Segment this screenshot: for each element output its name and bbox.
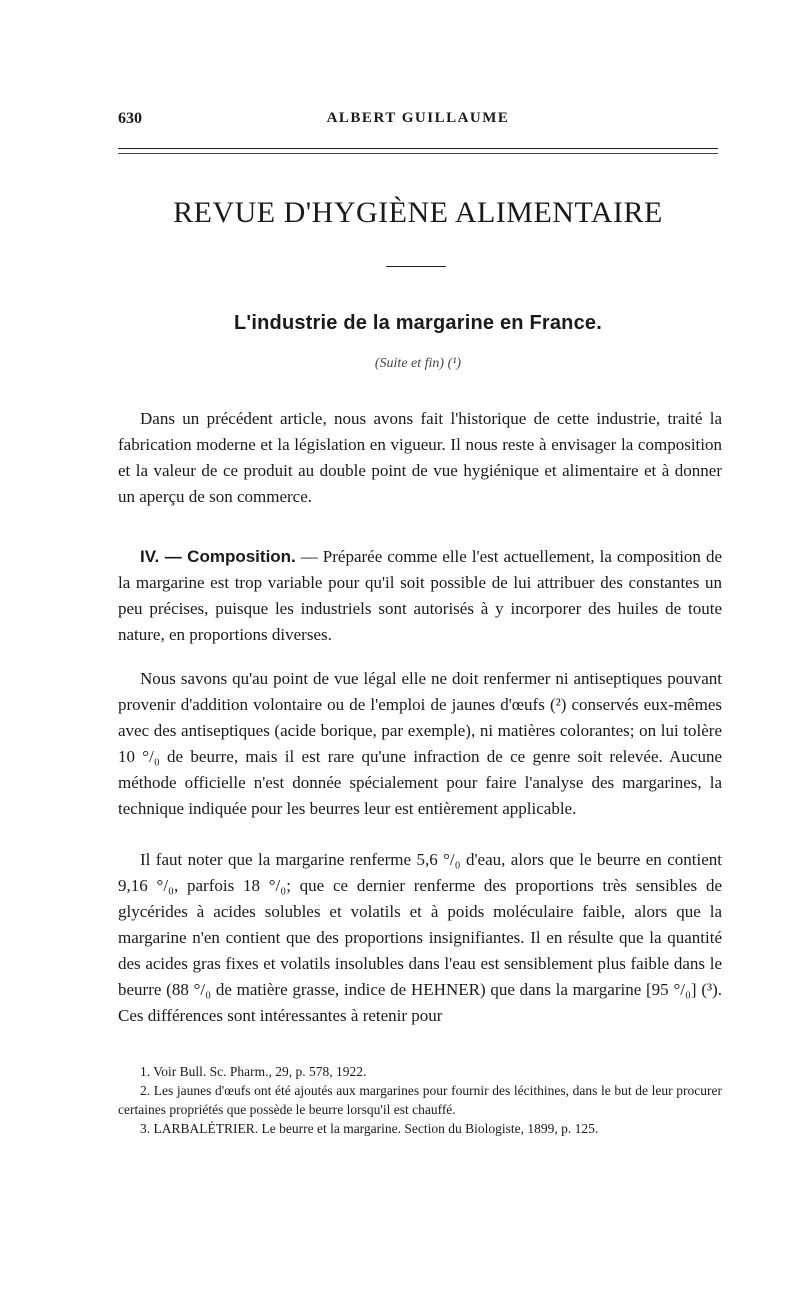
section-title: REVUE D'HYGIÈNE ALIMENTAIRE: [173, 196, 663, 229]
footnotes: [118, 1062, 722, 1138]
footnote-1: 1. Voir Bull. Sc. Pharm., 29, p. 578, 1922.: [140, 1064, 367, 1079]
paragraph-text: [118, 544, 722, 648]
paragraph-legal: [118, 666, 722, 822]
paragraph-text: Dans un précédent article, nous avons fait l'historique de cette industrie, traité la fabrication moderne et la législation en vigueur. Il nous reste à envisager la composition et la valeur de ce produit au double point de vue hygiénique et alimentaire et à donner un aperçu de son commerce.: [118, 409, 722, 506]
header-rule-secondary: [118, 153, 718, 154]
footnote-3: 3. LARBALÉTRIER. Le beurre et la margarine. Section du Biologiste, 1899, p. 125.: [140, 1121, 599, 1136]
paragraph-body: — Préparée comme elle l'est actuellement, la composition de la margarine est trop variable pour qu'il soit possible de lui attribuer des constantes un peu précises, puisque les industriels sont autorisés à y incorporer des huiles de toute nature, en proportions diverses.: [118, 547, 722, 644]
running-head: [118, 110, 718, 132]
article-title: L'industrie de la margarine en France.: [233, 312, 603, 334]
article-subtitle: (Suite et fin) (¹): [374, 356, 462, 371]
running-title: ALBERT GUILLAUME: [326, 110, 510, 126]
paragraph-text: Nous savons qu'au point de vue légal elle ne doit renfermer ni antiseptiques pouvant provenir d'addition volontaire ou de l'emploi de jaunes d'œufs (²) conservés eux-mêmes avec des antiseptiques (acide borique, par exemple), ni matières colorantes; on lui tolère 10 °/₀ de beurre, mais il est rare qu'une infraction de ce genre soit relevée. Aucune méthode officielle n'est donnée spécialement pour faire l'analyse des margarines, la technique indiquée pour les beurres leur est entièrement applicable.: [118, 669, 722, 818]
section-heading: IV. — Composition.: [140, 547, 296, 566]
paragraph-text: Il faut noter que la margarine renferme 5,6 °/₀ d'eau, alors que le beurre en contient 9,16 °/₀, parfois 18 °/₀; que ce dernier renferme des proportions très sensibles de glycérides à acides solubles et volatils et à poids moléculaire faible, alors que la margarine n'en contient que des proportions insignifiantes. Il en résulte que la quantité des acides gras fixes et volatils insolubles dans l'eau est sensiblement plus faible dans le beurre (88 °/₀ de matière grasse, indice de HEHNER) que dans la margarine [95 °/₀] (³). Ces différences sont intéressantes à retenir pour: [118, 850, 722, 1025]
header-rule: [118, 148, 718, 149]
paragraph-intro: [118, 406, 722, 510]
title-rule: [386, 266, 446, 267]
paragraph-composition: [118, 544, 722, 648]
footnote-2: 2. Les jaunes d'œufs ont été ajoutés aux margarines pour fournir des lécithines, dans le but de leur procurer certaines propriétés que possède le beurre lorsqu'il est chauffé.: [118, 1083, 722, 1117]
page-number: 630: [118, 110, 142, 127]
paragraph-analysis: [118, 847, 722, 1029]
